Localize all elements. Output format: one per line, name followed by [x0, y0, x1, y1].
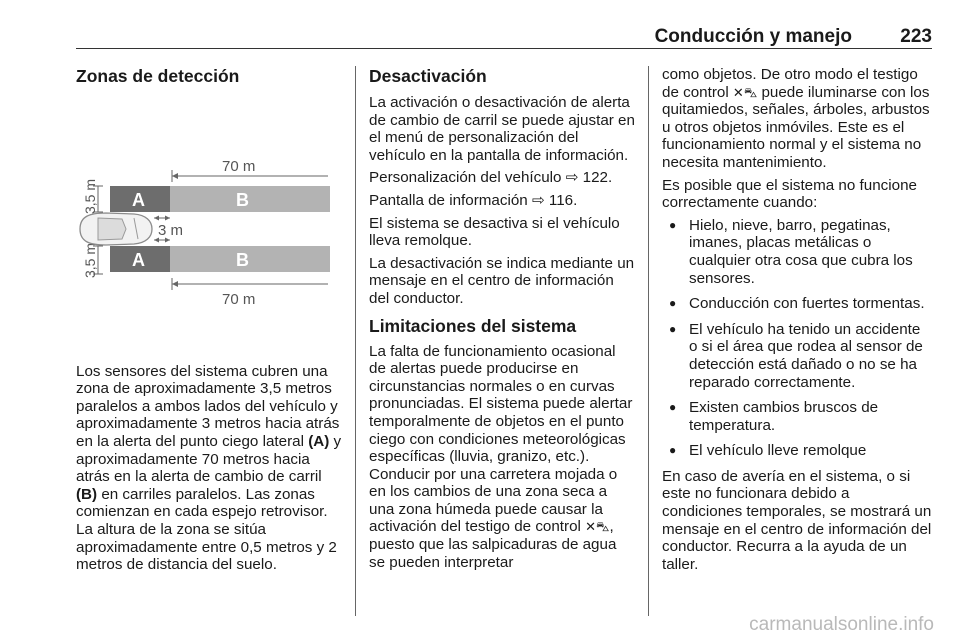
paragraph: El sistema se desactiva si el vehículo lleva remolque.	[369, 214, 620, 250]
zone-a-bottom-label: A	[132, 250, 145, 270]
dim-label-left-top: 3,5 m	[82, 178, 98, 214]
dim-label-bottom: 70 m	[222, 291, 256, 308]
column-divider-1	[355, 66, 356, 616]
lane-warning-icon: ✕⛍	[732, 84, 758, 100]
list-item: ● Existen cambios bruscos de temperatura.	[662, 399, 932, 434]
page-number: 223	[900, 26, 932, 47]
zone-b-bottom	[170, 246, 330, 272]
paragraph: Es posible que el sistema no funcione correctamente cuando:	[662, 176, 917, 212]
heading-system-limits: Limitaciones del sistema	[369, 315, 577, 336]
paragraph: La falta de funcionamiento ocasional de alertas puede producirse en circunstancias normales o en curvas pronunciadas. El sistema puede alertar temporalmente de objetos en el punto ciego con condiciones meteorológicas específicas (lluvia, granizo, etc.). Conducir por una carretera mojada o en los cambios de una zona seca a una zona húmeda puede causar la activación del testigo de control ✕⛍, puesto que las salpicaduras de agua se pueden interpretar	[369, 342, 633, 571]
dim-label-top: 70 m	[222, 158, 256, 175]
page-header	[76, 22, 932, 49]
zone-b-top-label: B	[236, 190, 249, 210]
cross-reference[interactable]: Pantalla de información ⇨ 116.	[369, 191, 578, 209]
paragraph: La activación o desactivación de alerta de cambio de carril se puede ajustar en el menú de personalización del vehículo en la pantalla de información.	[369, 94, 635, 164]
column-3	[662, 66, 932, 578]
column-divider-2	[648, 66, 649, 616]
list-item: ● El vehículo lleve remolque	[662, 442, 932, 460]
cross-reference[interactable]: Personalización del vehículo ⇨ 122.	[369, 169, 613, 187]
paragraph: En caso de avería en el sistema, o si este no funcionara debido a condiciones temporales, se mostrará un mensaje en el centro de información del conductor. Recurra a la ayuda de un taller.	[662, 467, 932, 573]
dim-label-left-bottom: 3,5 m	[82, 242, 98, 278]
paragraph: como objetos. De otro modo el testigo de control ✕⛍ puede iluminarse con los quitamiedos, señales, árboles, arbustos u otros objetos inmóviles. Este es el funcionamiento normal y el sistema no necesita mantenimiento.	[662, 66, 930, 171]
list-item: ● El vehículo ha tenido un accidente o si el área que rodea al sensor de detección está dañado o no se ha reparado correctamente.	[662, 321, 932, 391]
dim-label-mid: 3 m	[158, 222, 184, 239]
list-item: ● Hielo, nieve, barro, pegatinas, imanes, placas metálicas o cualquier otra cosa que cubra los sensores.	[662, 217, 932, 287]
limitations-list	[662, 217, 932, 460]
watermark: carmanualsonline.info	[749, 614, 934, 635]
paragraph: La desactivación se indica mediante un mensaje en el centro de información del conductor.	[369, 254, 635, 307]
heading-detection-zones: Zonas de detección	[76, 66, 240, 86]
section-title: Conducción y manejo	[654, 26, 852, 47]
zone-b-bottom-label: B	[236, 250, 249, 270]
detection-zones-diagram	[76, 118, 344, 332]
list-item: ● Conducción con fuertes tormentas.	[662, 295, 932, 313]
detection-description: Los sensores del sistema cubren una zona de aproximadamente 3,5 metros paralelos a ambos lados del vehículo y aproximadamente 3 metros hacia atrás en la alerta del punto ciego lateral (A) y aproximadamente 70 metros hacia atrás en la alerta de cambio de carril (B) en carriles paralelos. Las zonas comienzan en cada espejo retrovisor. La altura de la zona se sitúa aproximadamente entre 0,5 metros y 2 metros de distancia del suelo.	[76, 362, 342, 574]
heading-deactivation: Desactivación	[369, 66, 487, 86]
car-top-view	[80, 213, 152, 245]
column-1	[76, 66, 344, 579]
zone-a-top-label: A	[132, 190, 145, 210]
column-2	[369, 66, 635, 576]
zone-b-top	[170, 186, 330, 212]
lane-warning-icon: ✕⛍	[585, 519, 610, 535]
